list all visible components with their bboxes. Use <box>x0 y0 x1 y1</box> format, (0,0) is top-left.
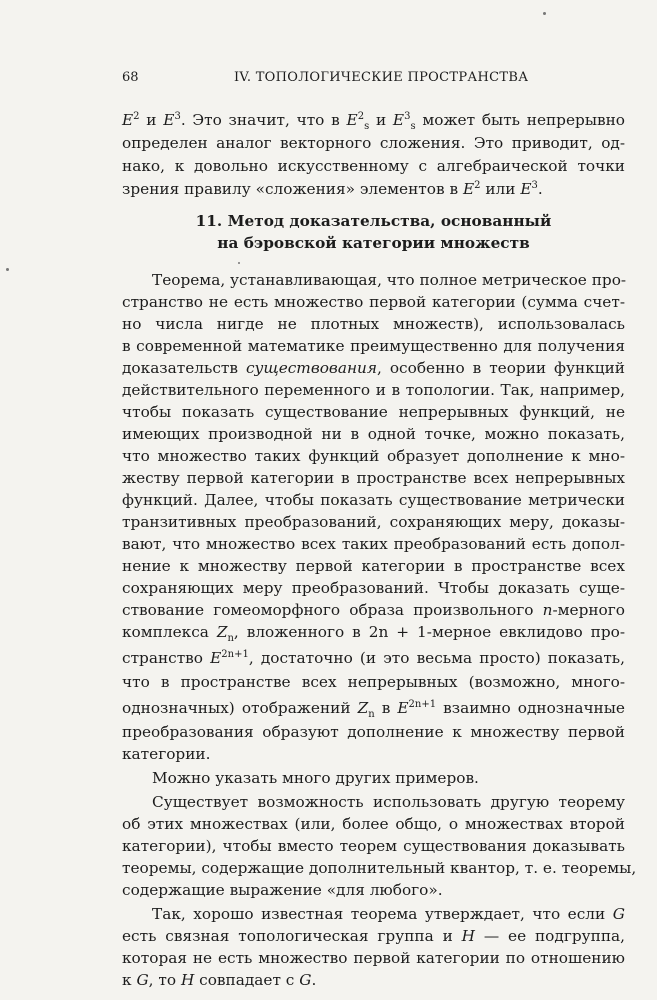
print-speck <box>543 12 546 15</box>
text-line: имеющих производной ни в одной точке, можно показать, <box>122 425 625 443</box>
print-speck <box>6 268 9 271</box>
print-speck <box>238 262 240 264</box>
text-line: теоремы, содержащие дополнительный квантор, т. е. теоремы, <box>122 859 637 877</box>
text-line: к G, то H совпадает с G. <box>122 971 317 989</box>
text-line: категории. <box>122 745 211 763</box>
text-line: зрения правилу «сложения» элементов в $E^2$ или $E^3$. <box>122 179 543 198</box>
text-line: категории), чтобы вместо теорем существования доказывать <box>122 837 625 855</box>
text-line: Можно указать много других примеров. <box>152 769 479 787</box>
text-line: доказательств существования, особенно в теории функций <box>122 359 626 377</box>
text-line: но числа нигде не плотных множеств), использовалась <box>122 315 625 333</box>
text-line: нако, к довольно искусственному с алгебраической точки <box>122 157 625 175</box>
text-line: Существует возможность использовать другую теорему <box>152 793 625 811</box>
text-line: чтобы показать существование непрерывных функций, не <box>122 403 625 421</box>
text-line: в современной математике преимущественно для получения <box>122 337 625 355</box>
text-line: странство не есть множество первой категории (сумма счет- <box>122 293 625 311</box>
running-title: IV. ТОПОЛОГИЧЕСКИЕ ПРОСТРАНСТВА <box>234 70 529 85</box>
text-line: действительного переменного и в топологии. Так, например, <box>122 381 625 399</box>
text-line: что в пространстве всех непрерывных (возможно, много- <box>122 673 625 691</box>
page-header <box>122 70 562 90</box>
section-title-line-2: на бэровской категории множеств <box>217 234 530 252</box>
text-line: однозначных) отображений $Z_n$ в $E^{2n+1}$ взаимно однозначные <box>122 698 625 721</box>
text-line: $E^2$ и $E^3$. Это значит, что в $E^2_s$ и $E^3_s$ может быть непрерывно <box>122 110 626 133</box>
text-line: об этих множествах (или, более общо, о множествах второй <box>122 815 625 833</box>
text-line: ствование гомеоморфного образа произвольного n-мерного <box>122 601 625 619</box>
text-line: Теорема, устанавливающая, что полное метрическое про- <box>152 271 627 289</box>
section-title-line-1: 11. Метод доказательства, основанный <box>195 212 552 230</box>
page-number: 68 <box>122 70 139 85</box>
text-line: нение к множеству первой категории в пространстве всех <box>122 557 625 575</box>
text-line: жеству первой категории в пространстве всех непрерывных <box>122 469 625 487</box>
text-line: функций. Далее, чтобы показать существование метрически <box>122 491 625 509</box>
text-line: комплекса $Z_n$, вложенного в 2n + 1-мерное евклидово про- <box>122 623 625 645</box>
text-line: есть связная топологическая группа и H — ее подгруппа, <box>122 927 625 945</box>
text-line: транзитивных преобразований, сохраняющих меру, доказы- <box>122 513 625 531</box>
text-line: которая не есть множество первой категории по отношению <box>122 949 625 967</box>
text-line: содержащие выражение «для любого». <box>122 881 443 899</box>
text-line: определен аналог векторного сложения. Это приводит, од- <box>122 134 625 152</box>
text-line: странство $E^{2n+1}$, достаточно (и это весьма просто) показать, <box>122 648 626 667</box>
text-line: Так, хорошо известная теорема утверждает, что если G <box>152 905 625 923</box>
text-line: сохраняющих меру преобразований. Чтобы доказать суще- <box>122 579 625 597</box>
text-line: преобразования образуют дополнение к множеству первой <box>122 723 625 741</box>
text-line: что множество таких функций образует дополнение к мно- <box>122 447 625 465</box>
text-line: вают, что множество всех таких преобразований есть допол- <box>122 535 625 553</box>
